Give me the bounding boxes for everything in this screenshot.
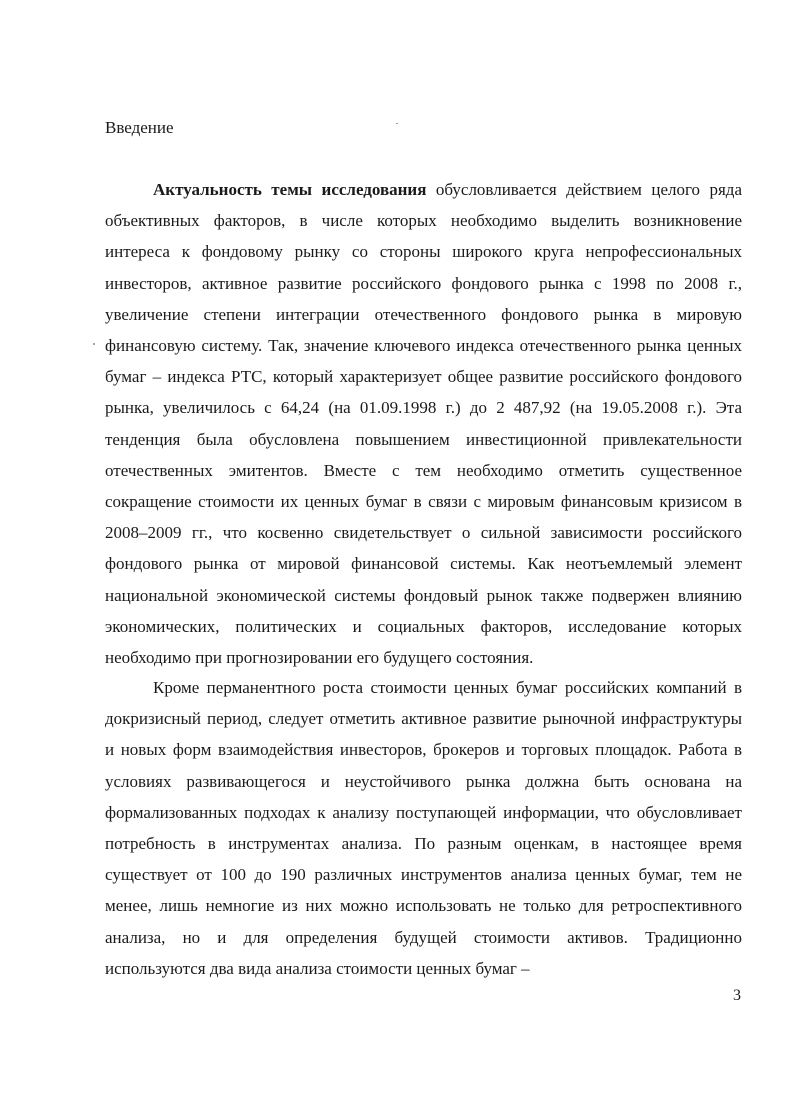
paragraph-market-growth (105, 672, 742, 984)
paragraph-body-text: Кроме перманентного роста стоимости ценных бумаг российских компаний в докризисный период, следует отметить активное развитие рыночной инфраструктуры и новых форм взаимодействия инвесторов, брокеров и торговых площадок. Работа в условиях развивающегося и неустойчивого рынка должна быть основана на формализованных подходах к анализу поступающей информации, что обусловливает потребность в инструментах анализа. По разным оценкам, в настоящее время существует от 100 до 190 различных инструментов анализа ценных бумаг, тем не менее, лишь немногие из них можно использовать не только для ретроспективного анализа, но и для определения будущей стоимости активов. Традиционно используются два вида анализа стоимости ценных бумаг – (105, 678, 742, 978)
paragraph-body-text: обусловливается действием целого ряда объективных факторов, в числе которых необходимо выделить возникновение интереса к фондовому рынку со стороны широкого круга непрофессиональных инвесторов, активное развитие российского фондового рынка с 1998 по 2008 г., увеличение степени интеграции отечественного фондового рынка в мировую финансовую систему. Так, значение ключевого индекса отечественного рынка ценных бумаг – индекса РТС, который характеризует общее развитие российского фондового рынка, увеличилось с 64,24 (на 01.09.1998 г.) до 2 487,92 (на 19.05.2008 г.). Эта тенденция была обусловлена повышением инвестиционной привлекательности отечественных эмитентов. Вместе с тем необходимо отметить существенное сокращение стоимости их ценных бумаг в связи с мировым финансовым кризисом в 2008–2009 гг., что косвенно свидетельствует о сильной зависимости российского фондового рынка от мировой финансовой системы. Как неотъемлемый элемент национальной экономической системы фондовый рынок также подвержен влиянию экономических, политических и социальных факторов, исследование которых необходимо при прогнозировании его будущего состояния. (105, 180, 743, 668)
paragraph-relevance (105, 174, 742, 673)
section-heading: Введение (105, 118, 174, 137)
scan-artifact (93, 343, 95, 345)
scan-artifact (396, 123, 398, 124)
page-number: 3 (733, 987, 741, 1004)
paragraph-lead-bold: Актуальность темы исследования (153, 180, 427, 199)
